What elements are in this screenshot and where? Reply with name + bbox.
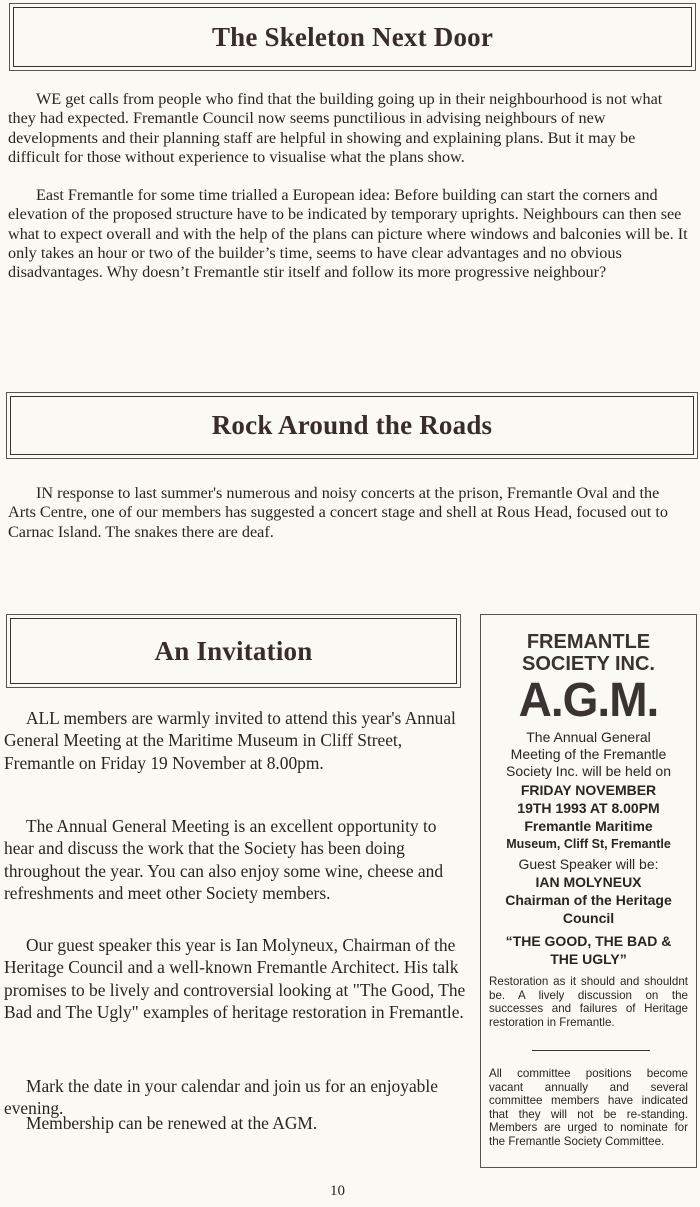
- page-number: 10: [330, 1183, 345, 1199]
- skeleton-paragraph-2: East Fremantle for some time trialled a European idea: Before building can start the corners and elevation of the proposed structure have to be indicated by temporary uprights. Neighbours can then see what to expect overall and with the help of the plans can picture where windows and balconies will be. It only takes an hour or two of the builder’s time, seems to have clear advantages and no obvious disadvantages. Why doesn’t Fremantle stir itself and follow its more progressive neighbour?: [8, 186, 688, 282]
- agm-date-line-2: 19TH 1993 AT 8.00PM: [517, 800, 660, 816]
- rock-heading-frame: [10, 396, 694, 455]
- agm-committee-note: All committee positions become vacant annually and several committee members have indicated that they will not be re-standing. Members are urged to nominate for the Fremantle Society Committee.: [489, 1067, 688, 1148]
- agm-venue-line-1: Fremantle Maritime: [524, 818, 653, 834]
- agm-venue-line-2: Museum, Cliff St, Fremantle: [506, 837, 671, 851]
- agm-talk-title-1: “THE GOOD, THE BAD &: [505, 933, 672, 949]
- invitation-paragraph-4: Mark the date in your calendar and join us for an enjoyable evening.: [4, 1076, 438, 1119]
- invitation-heading-box: [6, 614, 461, 688]
- agm-speaker-title-1: Chairman of the Heritage: [505, 892, 672, 908]
- agm-notice-box: [480, 614, 697, 1168]
- invitation-heading-frame: [10, 618, 457, 684]
- agm-intro-line-1: The Annual General: [526, 729, 651, 745]
- section-heading: Rock Around the Roads: [211, 410, 493, 440]
- section-heading: The Skeleton Next Door: [211, 21, 494, 52]
- rock-paragraph: IN response to last summer's numerous and noisy concerts at the prison, Fremantle Oval and the Arts Centre, one of our members has suggested a concert stage and shell at Rous Head, focused out to Carnac Island. The snakes there are deaf.: [8, 484, 668, 541]
- rock-heading-box: [6, 392, 698, 459]
- agm-divider: [532, 1050, 650, 1051]
- agm-speaker-title-2: Council: [562, 910, 615, 926]
- invitation-paragraph-1: ALL members are warmly invited to attend this year's Annual General Meeting at the Maritime Museum in Cliff Street, Fremantle on Friday 19 November at 8.00pm.: [4, 708, 456, 773]
- agm-date-line-1: FRIDAY NOVEMBER: [520, 782, 657, 798]
- agm-talk-title-2: THE UGLY”: [550, 951, 627, 967]
- agm-big-title: A.G.M.: [518, 671, 659, 727]
- invitation-paragraph-2: The Annual General Meeting is an excellent opportunity to hear and discuss the work that the Society has been doing throughout the year. You can also enjoy some wine, cheese and refreshments and meet other Society members.: [4, 816, 444, 904]
- agm-talk-description: Restoration as it should and shouldnt be. A lively discussion on the successes and failures of Heritage restoration in Fremantle.: [489, 975, 688, 1029]
- agm-org-line-2: SOCIETY INC.: [522, 653, 655, 675]
- agm-speaker-intro: Guest Speaker will be:: [518, 856, 659, 872]
- agm-intro-line-3: Society Inc. will be held on: [506, 763, 671, 779]
- section-heading: An Invitation: [154, 635, 313, 666]
- skeleton-heading-frame: [13, 7, 692, 67]
- skeleton-paragraph-1: WE get calls from people who find that the building going up in their neighbourhood is not what they had expected. Fremantle Council now seems punctilious in advising neighbours of new developments and their planning staff are helpful in showing and explaining plans. But it may be difficult for those without experience to visualise what the plans show.: [8, 90, 663, 166]
- skeleton-heading-box: [9, 3, 696, 71]
- invitation-paragraph-3: Our guest speaker this year is Ian Molyneux, Chairman of the Heritage Council and a well-known Fremantle Architect. His talk promises to be lively and controversial looking at "The Good, The Bad and The Ugly" examples of heritage restoration in Fremantle.: [4, 935, 466, 1023]
- agm-org-line-1: FREMANTLE: [526, 631, 651, 653]
- invitation-paragraph-5: Membership can be renewed at the AGM.: [26, 1113, 318, 1133]
- agm-speaker-name: IAN MOLYNEUX: [535, 874, 642, 890]
- agm-intro-line-2: Meeting of the Fremantle: [510, 746, 667, 762]
